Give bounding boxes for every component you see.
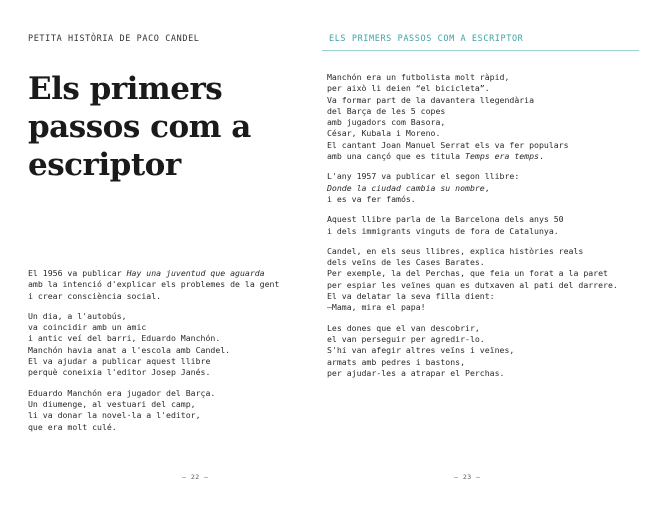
text-line: per espiar les veïnes quan es dutxaven al pati del darrere. bbox=[327, 279, 618, 290]
text-line: Manchón havia anat a l'escola amb Candel. bbox=[28, 344, 231, 355]
song-title: Temps era temps bbox=[465, 151, 539, 162]
text-line: Candel, en els seus llibres, explica històries reals bbox=[327, 245, 584, 256]
text-line: del Barça de les 5 copes bbox=[327, 105, 446, 116]
book-title: Donde la ciudad cambia su nombre bbox=[327, 182, 485, 193]
paragraph bbox=[28, 268, 313, 302]
left-page bbox=[0, 0, 322, 508]
text-line: amb jugadors com Basora, bbox=[327, 117, 446, 128]
text-line: i es va fer famós. bbox=[327, 193, 416, 204]
text-line: Les dones que el van descobrir, bbox=[327, 322, 480, 333]
text-line: li va donar la novel·la a l'editor, bbox=[28, 410, 201, 421]
right-page bbox=[322, 0, 645, 508]
text-line: El 1956 va publicar Hay una juventud que aguarda bbox=[28, 268, 265, 278]
paragraph bbox=[327, 72, 639, 162]
book-title: Hay una juventud que aguarda bbox=[126, 268, 265, 278]
text-line: i dels immigrants vinguts de fora de Catalunya. bbox=[327, 225, 559, 236]
text-line: L'any 1957 va publicar el segon llibre: bbox=[327, 171, 520, 182]
text-line: El cantant Joan Manuel Serrat els va fer populars bbox=[327, 139, 569, 150]
text-line: el van perseguir per agredir-lo. bbox=[327, 333, 485, 344]
text-line: amb la intenció d'explicar els problemes de la gent bbox=[28, 279, 280, 290]
right-body-text bbox=[327, 72, 639, 388]
text-line: per ajudar-les a atrapar el Perchas. bbox=[327, 367, 505, 378]
left-body-text bbox=[28, 268, 313, 442]
paragraph bbox=[28, 388, 313, 433]
text-line: Aquest llibre parla de la Barcelona dels anys 50 bbox=[327, 214, 564, 225]
paragraph bbox=[327, 214, 639, 237]
page-number-left: — 22 — bbox=[182, 473, 209, 481]
text-line: Un dia, a l'autobús, bbox=[28, 310, 127, 321]
header-divider bbox=[322, 50, 639, 51]
paragraph bbox=[327, 171, 639, 205]
text-line: Va formar part de la davantera llegendària bbox=[327, 94, 535, 105]
text-line: i antic veí del barri, Eduardo Manchón. bbox=[28, 333, 221, 344]
text-line: dels veïns de les Cases Barates. bbox=[327, 257, 485, 268]
text-line: armats amb pedres i bastons, bbox=[327, 356, 466, 367]
text-line: Un diumenge, al vestuari del camp, bbox=[28, 398, 196, 409]
text-line: perquè coneixia l'editor Josep Janés. bbox=[28, 367, 211, 378]
text-line: Manchón era un futbolista molt ràpid, bbox=[327, 72, 510, 82]
text-line: César, Kubala i Moreno. bbox=[327, 128, 441, 139]
text-line: El va delatar la seva filla dient: bbox=[327, 291, 495, 302]
text-line: va coincidir amb un amic bbox=[28, 322, 147, 333]
text-line: amb una cançó que es titula Temps era temps. bbox=[327, 151, 544, 162]
text-line: S'hi van afegir altres veïns i veïnes, bbox=[327, 345, 515, 356]
page-number-right: — 23 — bbox=[454, 473, 481, 481]
paragraph bbox=[28, 311, 313, 379]
chapter-title: Els primers passos com a escriptor bbox=[28, 71, 251, 183]
text-line: Per exemple, la del Perchas, que feia un forat a la paret bbox=[327, 268, 608, 279]
running-head-left: PETITA HISTÒRIA DE PACO CANDEL bbox=[28, 34, 200, 44]
paragraph bbox=[327, 246, 639, 314]
paragraph bbox=[327, 323, 639, 379]
text-line: que era molt culé. bbox=[28, 421, 117, 432]
text-line: El va ajudar a publicar aquest llibre bbox=[28, 356, 211, 367]
running-head-right: ELS PRIMERS PASSOS COM A ESCRIPTOR bbox=[329, 34, 524, 44]
text-line: —Mama, mira el papa! bbox=[327, 302, 426, 313]
text-line: per això li deien “el bicicleta”. bbox=[327, 83, 490, 94]
text-line: Eduardo Manchón era jugador del Barça. bbox=[28, 387, 216, 398]
text-line: Donde la ciudad cambia su nombre, bbox=[327, 182, 490, 193]
text-line: i crear consciència social. bbox=[28, 290, 162, 301]
